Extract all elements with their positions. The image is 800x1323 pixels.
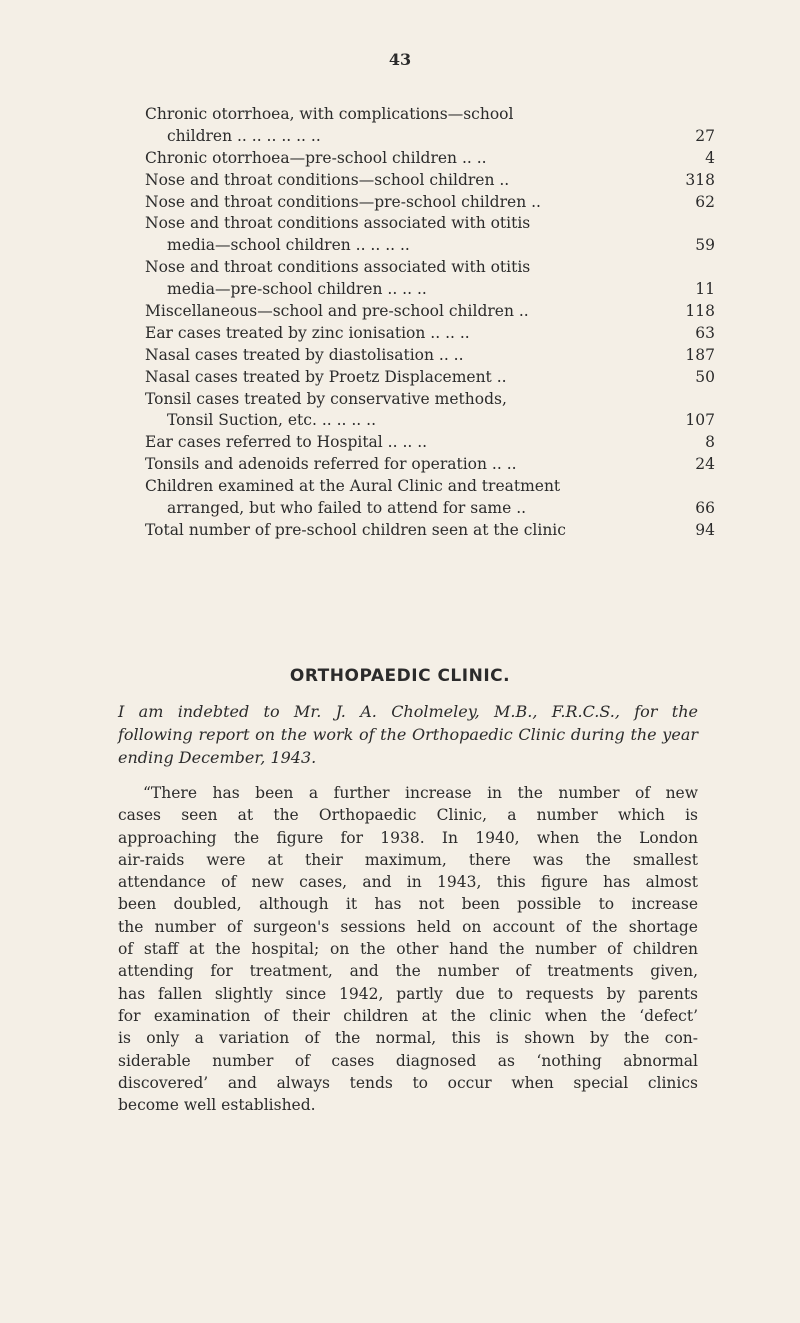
stat-row [145,170,715,192]
stat-row [145,389,715,411]
stat-label: Tonsil Suction, etc. .. .. .. .. [167,411,377,430]
report-line: the number of surgeon's sessions held on account of the shortage [118,917,698,936]
stat-label: Ear cases referred to Hospital .. .. .. [145,433,428,452]
stat-row [145,367,715,389]
stat-value: 118 [685,302,715,320]
stat-row [145,410,715,432]
stat-label: Nose and throat conditions associated with otitis [145,214,531,233]
stat-row [145,279,715,301]
stat-value: 187 [685,345,715,364]
stat-row [145,104,715,126]
stat-row [145,213,715,235]
stat-value: 11 [695,280,715,299]
stat-label: Total number of pre-school children seen at the clinic [145,520,566,539]
stat-row [145,476,715,498]
stat-label: Tonsil cases treated by conservative methods, [145,389,507,408]
section-heading: ORTHOPAEDIC CLINIC. [289,666,511,686]
stat-label: Tonsils and adenoids referred for operation .. .. [145,455,517,474]
stat-value: 94 [695,520,715,539]
stat-value: 59 [695,236,715,255]
stat-value: 24 [695,455,715,474]
report-line: has fallen slightly since 1942, partly due to requests by parents [118,984,698,1003]
stat-label: Nasal cases treated by diastolisation .. .. [145,345,464,364]
stat-label: Chronic otorrhoea—pre-school children .. .. [145,148,487,167]
stat-label: media—school children .. .. .. .. [167,236,410,255]
report-line: “There has been a further increase in the number of new [143,784,698,802]
stat-label: children .. .. .. .. .. .. [167,126,321,145]
stat-label: Nose and throat conditions associated with otitis [145,258,531,277]
stat-value: 4 [705,148,715,167]
report-line: attending for treatment, and the number of treatments given, [118,962,698,981]
stat-row [145,454,715,476]
stat-row [145,148,715,170]
report-paragraph [118,782,698,1116]
stat-row [145,520,715,542]
report-line: for examination of their children at the clinic when the ‘defect’ [118,1006,698,1025]
report-line: cases seen at the Orthopaedic Clinic, a number which is [118,806,698,825]
stat-value: 62 [695,192,715,211]
stat-label: Chronic otorrhoea, with complications—school [145,104,514,123]
intro-line: ending December, 1943. [118,748,317,767]
stat-value: 318 [685,170,715,189]
stat-value: 107 [685,411,715,430]
report-line: siderable number of cases diagnosed as ‘nothing abnormal [118,1051,698,1070]
stat-row [145,498,715,520]
stat-value: 66 [695,499,715,518]
report-line: been doubled, although it has not been possible to increase [118,895,698,914]
report-line: become well established. [118,1096,316,1115]
report-line: air-raids were at their maximum, there was the smallest [118,850,698,869]
stat-value: 50 [695,367,715,386]
stat-row [145,432,715,454]
statistics-table [145,104,715,542]
report-line: of staff at the hospital; on the other hand the number of children [118,940,698,959]
stat-row [145,301,715,323]
report-line: discovered’ and always tends to occur when special clinics [118,1073,698,1092]
stat-label: Ear cases treated by zinc ionisation .. .. .. [145,323,470,342]
stat-value: 8 [705,433,715,452]
stat-row [145,192,715,214]
stat-value: 27 [695,126,715,145]
stat-row [145,323,715,345]
stat-label: Nose and throat conditions—pre-school children .. [145,192,541,211]
stat-row [145,345,715,367]
stat-label: Nasal cases treated by Proetz Displacement .. [145,367,507,386]
intro-line: I am indebted to Mr. J. A. Cholmeley, M.B., F.R.C.S., for the [118,702,698,721]
stat-label: media—pre-school children .. .. .. [167,280,427,299]
stat-value: 63 [695,323,715,342]
report-line: is only a variation of the normal, this is shown by the con- [118,1029,698,1048]
report-line: approaching the figure for 1938. In 1940, when the London [118,828,698,847]
stat-label: arranged, but who failed to attend for same .. [167,499,527,518]
page-number: 43 [388,50,412,69]
stat-label: Nose and throat conditions—school children .. [145,170,510,189]
report-line: attendance of new cases, and in 1943, this figure has almost [118,873,698,892]
stat-row [145,257,715,279]
stat-row [145,235,715,257]
intro-line: following report on the work of the Orthopaedic Clinic during the year [118,725,698,744]
intro-paragraph [118,700,698,769]
stat-label: Children examined at the Aural Clinic and treatment [145,477,561,496]
stat-label: Miscellaneous—school and pre-school children .. [145,302,529,320]
stat-row [145,126,715,148]
